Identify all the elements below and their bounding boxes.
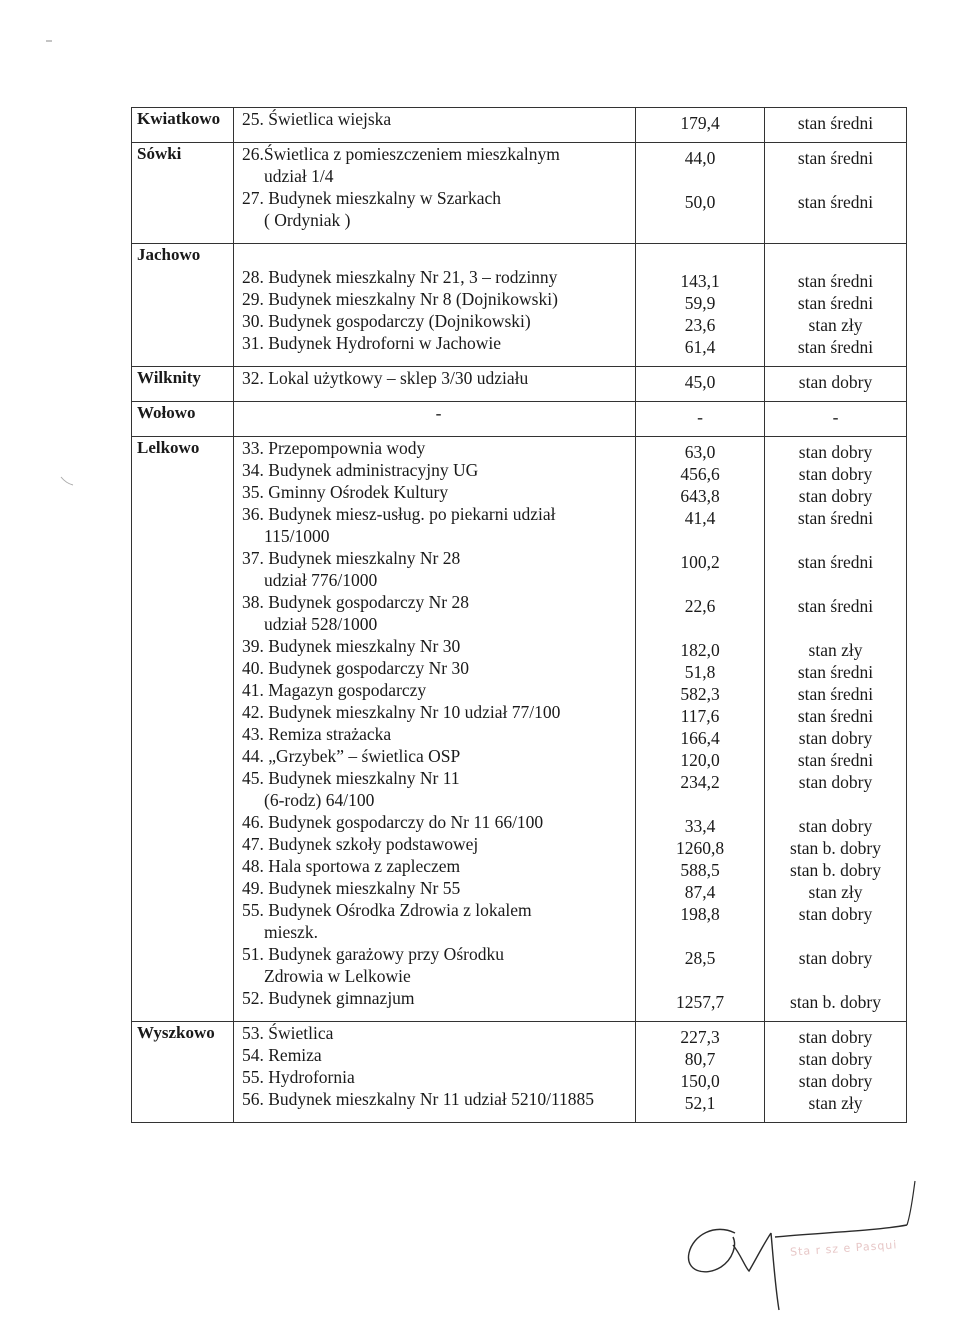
condition-value: stan b. dobry bbox=[790, 860, 881, 880]
area-value: 45,0 bbox=[684, 372, 716, 392]
area-value: 87,4 bbox=[684, 882, 716, 902]
condition-value: stan b. dobry bbox=[790, 838, 881, 858]
object-name-cell bbox=[234, 402, 636, 437]
object-name: 56. Budynek mieszkalny Nr 11 udział 5210/11885 bbox=[242, 1089, 595, 1109]
location-row bbox=[132, 367, 907, 402]
location-row bbox=[132, 437, 907, 1022]
location-cell bbox=[132, 244, 234, 367]
area-value bbox=[636, 213, 764, 235]
area-value: 59,9 bbox=[684, 293, 716, 313]
location-name: Lelkowo bbox=[137, 438, 200, 457]
object-name: 36. Budynek miesz-usług. po piekarni udział bbox=[242, 504, 556, 524]
object-name-cell bbox=[234, 367, 636, 402]
condition-value: stan zły bbox=[808, 882, 863, 902]
object-name: 45. Budynek mieszkalny Nr 11 bbox=[242, 768, 460, 788]
condition-value: stan średni bbox=[797, 271, 874, 291]
area-value bbox=[636, 925, 764, 947]
object-name: Zdrowia w Lelkowie bbox=[264, 966, 411, 986]
condition-value: stan średni bbox=[797, 552, 874, 572]
location-name: Jachowo bbox=[137, 245, 201, 264]
condition-value: stan dobry bbox=[798, 372, 873, 392]
area-value-cell bbox=[636, 244, 765, 367]
condition-value: stan b. dobry bbox=[790, 992, 881, 1012]
area-value-cell bbox=[636, 1022, 765, 1123]
area-value: 44,0 bbox=[684, 148, 716, 168]
area-value-cell bbox=[636, 402, 765, 437]
object-name-cell bbox=[234, 143, 636, 244]
condition-value: stan dobry bbox=[798, 486, 873, 506]
object-name: 42. Budynek mieszkalny Nr 10 udział 77/100 bbox=[242, 702, 561, 722]
condition-value-cell bbox=[765, 402, 907, 437]
location-cell bbox=[132, 1022, 234, 1123]
condition-value: stan średni bbox=[797, 684, 874, 704]
signature-stroke bbox=[771, 1233, 779, 1310]
object-name-cell bbox=[234, 437, 636, 1022]
location-cell bbox=[132, 367, 234, 402]
area-value: 198,8 bbox=[680, 904, 720, 924]
object-name: 29. Budynek mieszkalny Nr 8 (Dojnikowski) bbox=[242, 289, 558, 309]
object-name: 51. Budynek garażowy przy Ośrodku bbox=[242, 944, 504, 964]
condition-value: stan dobry bbox=[798, 816, 873, 836]
object-name-cell bbox=[234, 244, 636, 367]
object-name: 46. Budynek gospodarczy do Nr 11 66/100 bbox=[242, 812, 544, 832]
condition-value: stan dobry bbox=[798, 1071, 873, 1091]
condition-value bbox=[765, 969, 906, 991]
area-value: 22,6 bbox=[684, 596, 716, 616]
blank-line bbox=[242, 244, 635, 266]
object-name: 30. Budynek gospodarczy (Dojnikowski) bbox=[242, 311, 531, 331]
location-row bbox=[132, 402, 907, 437]
location-row bbox=[132, 244, 907, 367]
location-name: Sówki bbox=[137, 144, 182, 163]
condition-value bbox=[765, 573, 906, 595]
area-value: 227,3 bbox=[680, 1027, 720, 1047]
area-value: 50,0 bbox=[684, 192, 716, 212]
object-name: 41. Magazyn gospodarczy bbox=[242, 680, 427, 700]
area-value bbox=[636, 169, 764, 191]
condition-value: stan zły bbox=[808, 315, 863, 335]
condition-value: stan średni bbox=[797, 508, 874, 528]
object-name: 34. Budynek administracyjny UG bbox=[242, 460, 479, 480]
condition-value bbox=[765, 169, 906, 191]
condition-value-cell bbox=[765, 367, 907, 402]
area-value-cell bbox=[636, 143, 765, 244]
condition-value: stan dobry bbox=[798, 948, 873, 968]
area-value bbox=[636, 617, 764, 639]
area-value bbox=[636, 969, 764, 991]
condition-value: stan średni bbox=[797, 192, 874, 212]
location-name: Wilknity bbox=[137, 368, 201, 387]
object-name: 26.Świetlica z pomieszczeniem mieszkalnym bbox=[242, 144, 560, 164]
object-name: - bbox=[435, 403, 442, 423]
signature-stroke bbox=[907, 1181, 915, 1225]
condition-value-cell bbox=[765, 244, 907, 367]
property-inventory-table bbox=[131, 107, 907, 1123]
condition-value: stan dobry bbox=[798, 728, 873, 748]
object-name: 43. Remiza strażacka bbox=[242, 724, 392, 744]
object-name: 39. Budynek mieszkalny Nr 30 bbox=[242, 636, 461, 656]
condition-value: stan średni bbox=[797, 148, 874, 168]
condition-value: stan średni bbox=[797, 662, 874, 682]
object-name: 38. Budynek gospodarczy Nr 28 bbox=[242, 592, 469, 612]
area-value: 643,8 bbox=[680, 486, 720, 506]
condition-value: stan dobry bbox=[798, 442, 873, 462]
location-cell bbox=[132, 143, 234, 244]
object-name: ( Ordyniak ) bbox=[264, 210, 351, 230]
object-name: 54. Remiza bbox=[242, 1045, 322, 1065]
object-name: udział 1/4 bbox=[264, 166, 334, 186]
condition-value: stan dobry bbox=[798, 772, 873, 792]
location-cell bbox=[132, 437, 234, 1022]
location-row bbox=[132, 108, 907, 143]
object-name: 28. Budynek mieszkalny Nr 21, 3 – rodzinny bbox=[242, 267, 558, 287]
object-name-cell bbox=[234, 1022, 636, 1123]
scan-mark bbox=[60, 474, 74, 488]
object-name-cell bbox=[234, 108, 636, 143]
condition-value-cell bbox=[765, 437, 907, 1022]
condition-value: stan dobry bbox=[798, 1049, 873, 1069]
object-name: (6-rodz) 64/100 bbox=[264, 790, 375, 810]
object-name: 40. Budynek gospodarczy Nr 30 bbox=[242, 658, 469, 678]
condition-value: - bbox=[832, 407, 839, 427]
area-value: 1260,8 bbox=[675, 838, 725, 858]
location-row bbox=[132, 1022, 907, 1123]
area-value: 150,0 bbox=[680, 1071, 720, 1091]
area-value: 61,4 bbox=[684, 337, 716, 357]
object-name: 25. Świetlica wiejska bbox=[242, 109, 392, 129]
area-value-cell bbox=[636, 367, 765, 402]
area-value: 33,4 bbox=[684, 816, 716, 836]
object-name: udział 776/1000 bbox=[264, 570, 378, 590]
location-cell bbox=[132, 108, 234, 143]
stamp-text: Sta r sz e Pasqui bbox=[789, 1238, 898, 1259]
condition-value-cell bbox=[765, 1022, 907, 1123]
area-value: 166,4 bbox=[680, 728, 720, 748]
area-value: 179,4 bbox=[680, 113, 720, 133]
area-value: 456,6 bbox=[680, 464, 720, 484]
object-name: 55. Budynek Ośrodka Zdrowia z lokalem bbox=[242, 900, 532, 920]
area-value-cell bbox=[636, 108, 765, 143]
area-value: 1257,7 bbox=[675, 992, 725, 1012]
condition-value: stan średni bbox=[797, 596, 874, 616]
object-name: 48. Hala sportowa z zapleczem bbox=[242, 856, 461, 876]
object-name: 52. Budynek gimnazjum bbox=[242, 988, 415, 1008]
condition-value: stan zły bbox=[808, 640, 863, 660]
object-name: udział 528/1000 bbox=[264, 614, 378, 634]
object-name: 31. Budynek Hydroforni w Jachowie bbox=[242, 333, 502, 353]
condition-value bbox=[765, 213, 906, 235]
object-name: 47. Budynek szkoły podstawowej bbox=[242, 834, 479, 854]
area-value-cell bbox=[636, 437, 765, 1022]
area-value: 117,6 bbox=[680, 706, 720, 726]
location-name: Wyszkowo bbox=[137, 1023, 215, 1042]
blank-line bbox=[765, 248, 906, 270]
signature-stroke bbox=[733, 1233, 771, 1271]
location-row bbox=[132, 143, 907, 244]
object-name: 44. „Grzybek” – świetlica OSP bbox=[242, 746, 461, 766]
object-name: 35. Gminny Ośrodek Kultury bbox=[242, 482, 449, 502]
signature-stroke bbox=[688, 1229, 735, 1271]
condition-value-cell bbox=[765, 108, 907, 143]
area-value: - bbox=[697, 407, 703, 427]
area-value: 51,8 bbox=[684, 662, 716, 682]
area-value: 80,7 bbox=[684, 1049, 716, 1069]
location-cell bbox=[132, 402, 234, 437]
area-value: 23,6 bbox=[684, 315, 716, 335]
area-value: 63,0 bbox=[684, 442, 716, 462]
area-value: 52,1 bbox=[684, 1093, 716, 1113]
location-name: Wołowo bbox=[137, 403, 196, 422]
area-value: 143,1 bbox=[680, 271, 720, 291]
location-name: Kwiatkowo bbox=[137, 109, 221, 128]
area-value: 588,5 bbox=[680, 860, 720, 880]
condition-value: stan zły bbox=[808, 1093, 863, 1113]
condition-value: stan dobry bbox=[798, 1027, 873, 1047]
object-name: 55. Hydrofornia bbox=[242, 1067, 355, 1087]
object-name: 53. Świetlica bbox=[242, 1023, 334, 1043]
object-name: 32. Lokal użytkowy – sklep 3/30 udziału bbox=[242, 368, 529, 388]
condition-value bbox=[765, 793, 906, 815]
signature-stroke bbox=[775, 1225, 907, 1237]
condition-value: stan średni bbox=[797, 113, 874, 133]
condition-value-cell bbox=[765, 143, 907, 244]
area-value: 120,0 bbox=[680, 750, 720, 770]
condition-value: stan średni bbox=[797, 706, 874, 726]
condition-value: stan średni bbox=[797, 337, 874, 357]
area-value: 234,2 bbox=[680, 772, 720, 792]
object-name: mieszk. bbox=[264, 922, 318, 942]
blank-line bbox=[636, 248, 764, 270]
scan-mark bbox=[44, 36, 54, 46]
area-value: 182,0 bbox=[680, 640, 720, 660]
object-name: 37. Budynek mieszkalny Nr 28 bbox=[242, 548, 461, 568]
condition-value: stan średni bbox=[797, 293, 874, 313]
area-value bbox=[636, 573, 764, 595]
area-value: 28,5 bbox=[684, 948, 716, 968]
condition-value: stan średni bbox=[797, 750, 874, 770]
object-name: 33. Przepompownia wody bbox=[242, 438, 426, 458]
object-name: 49. Budynek mieszkalny Nr 55 bbox=[242, 878, 461, 898]
condition-value bbox=[765, 617, 906, 639]
area-value bbox=[636, 793, 764, 815]
area-value: 100,2 bbox=[680, 552, 720, 572]
area-value: 41,4 bbox=[684, 508, 716, 528]
condition-value bbox=[765, 925, 906, 947]
object-name: 115/1000 bbox=[264, 526, 330, 546]
area-value: 582,3 bbox=[680, 684, 720, 704]
condition-value bbox=[765, 529, 906, 551]
object-name: 27. Budynek mieszkalny w Szarkach bbox=[242, 188, 502, 208]
condition-value: stan dobry bbox=[798, 904, 873, 924]
condition-value: stan dobry bbox=[798, 464, 873, 484]
area-value bbox=[636, 529, 764, 551]
